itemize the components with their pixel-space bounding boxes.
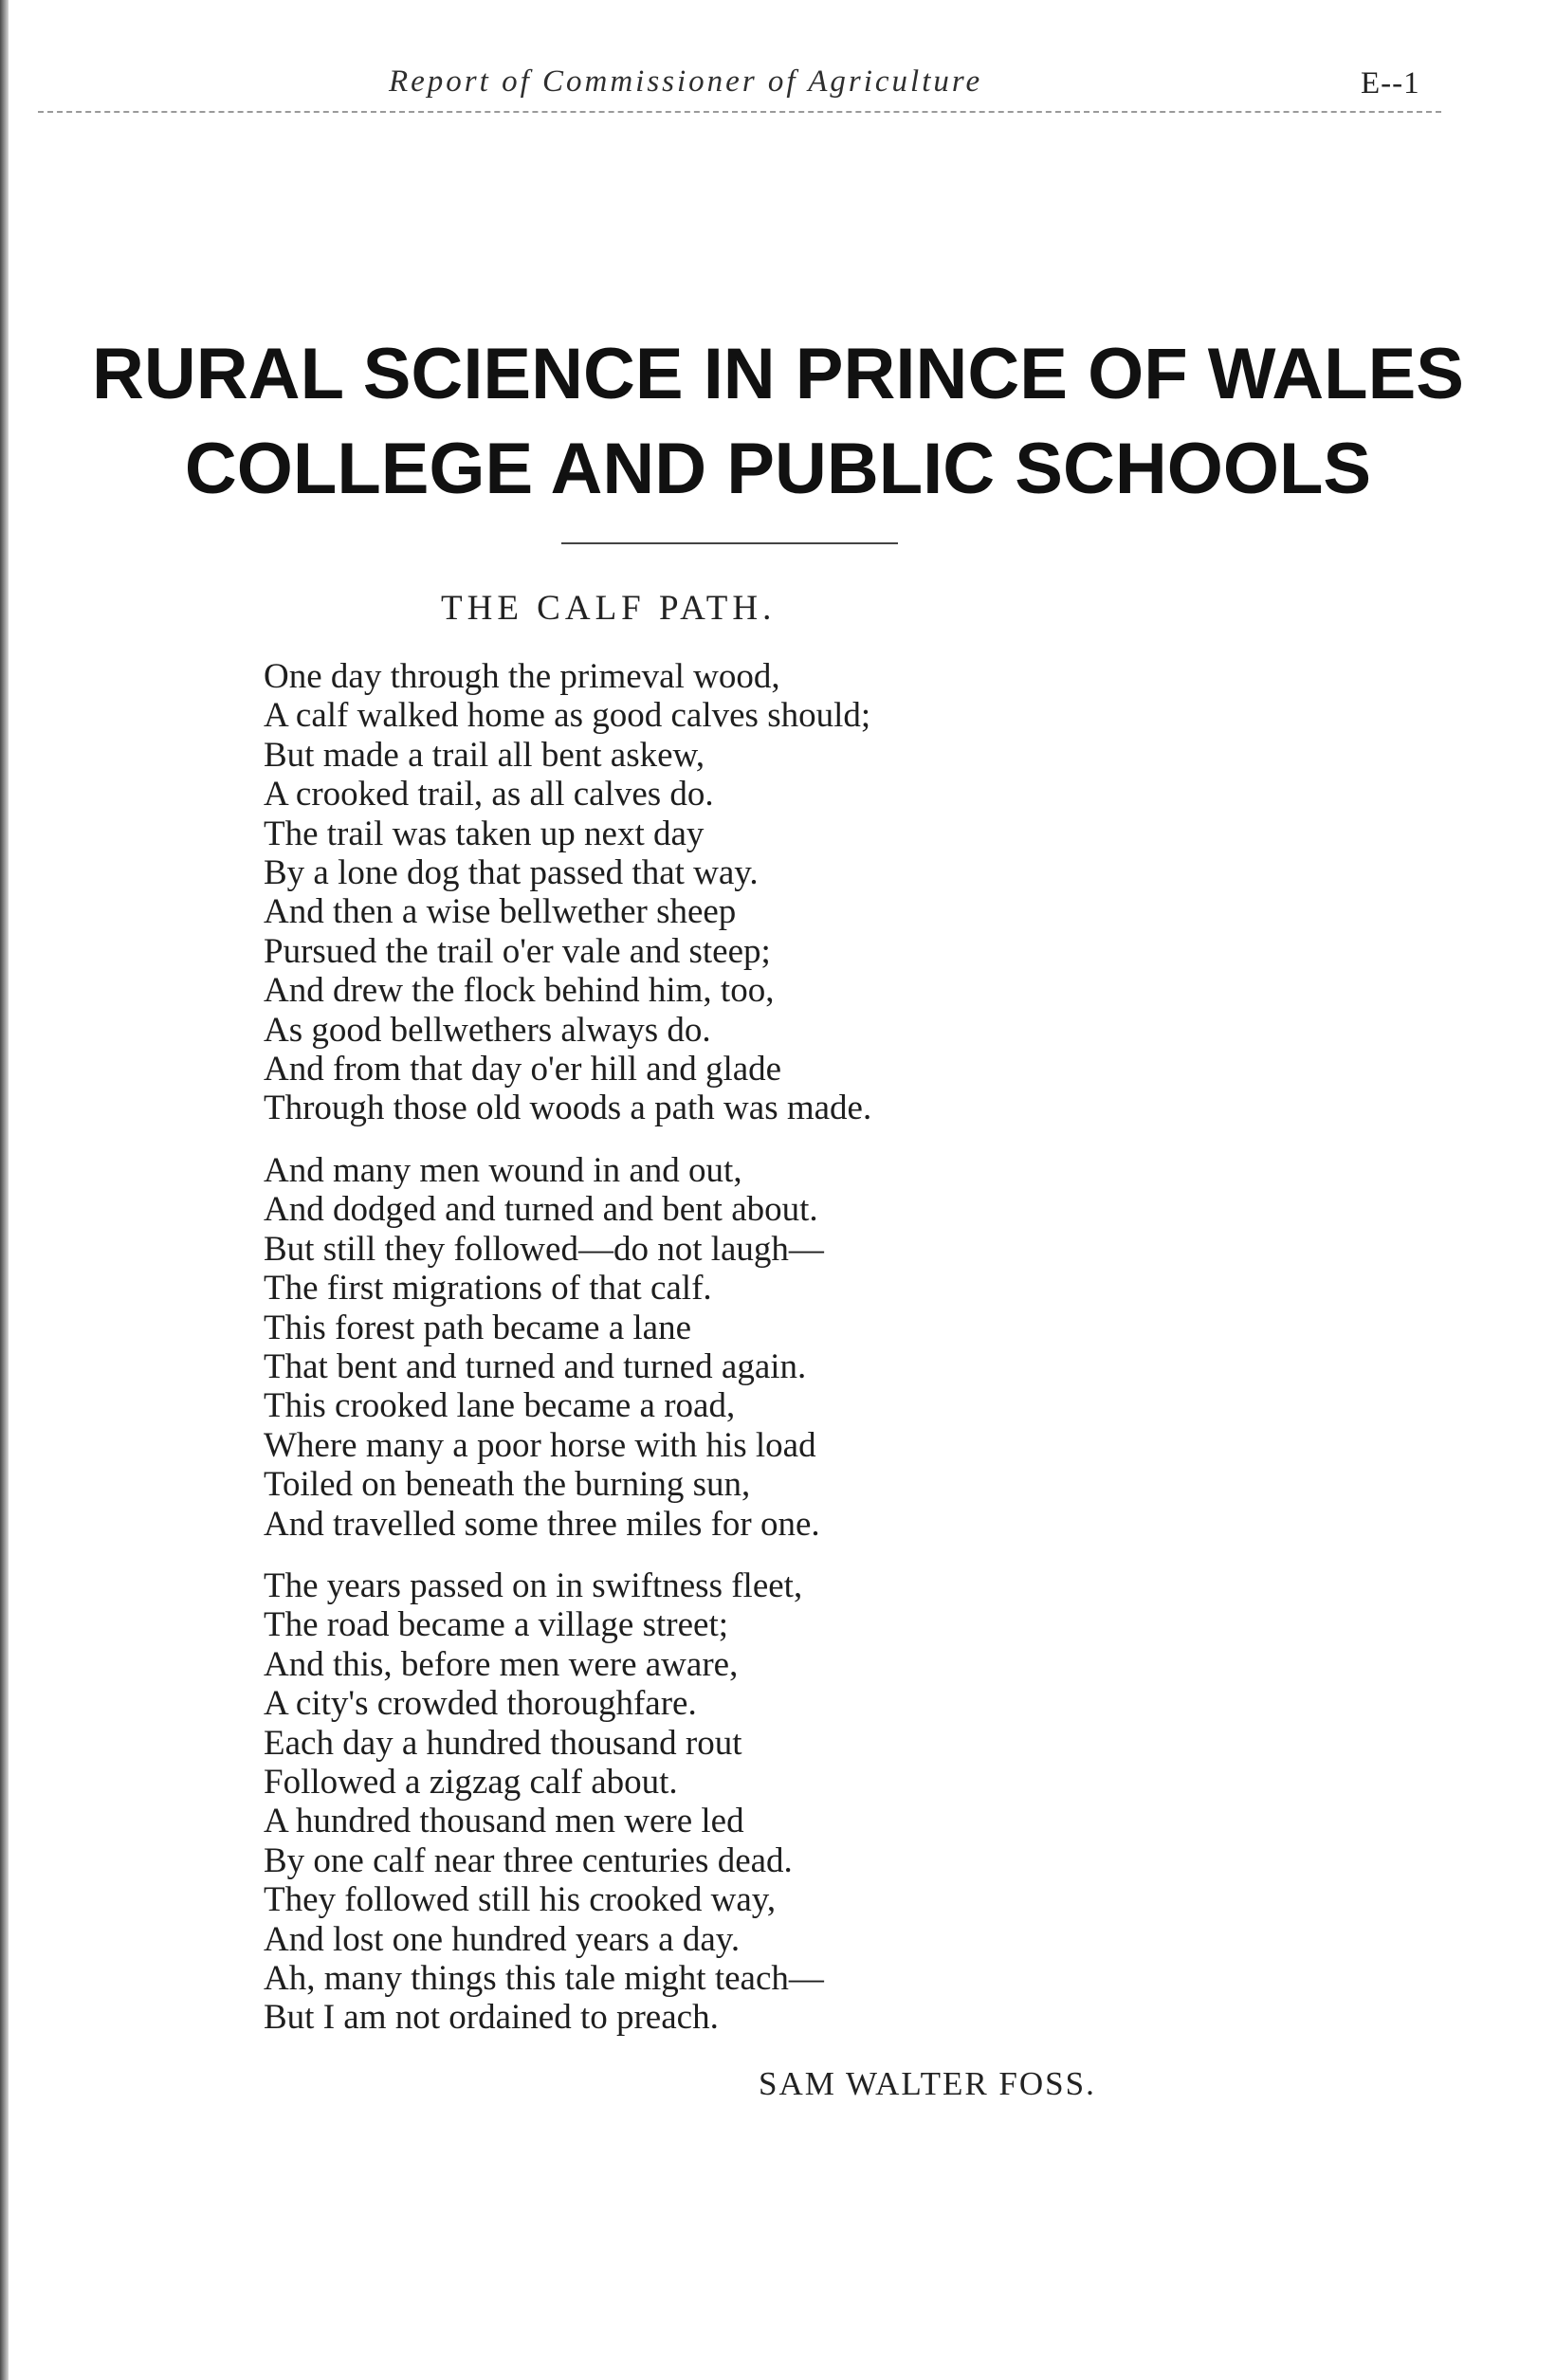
poem-author: SAM WALTER FOSS. [759,2065,1096,2102]
poem-body [264,657,1307,2060]
poem-line: And then a wise bellwether sheep [264,892,737,932]
poem-line: A calf walked home as good calves should; [264,696,871,736]
poem-line: The road became a village street; [264,1605,728,1645]
poem-line: But I am not ordained to preach. [264,1998,719,2038]
poem-line: This crooked lane became a road, [264,1386,736,1426]
poem-line: And from that day o'er hill and glade [264,1050,782,1089]
poem-line: And dodged and turned and bent about. [264,1190,818,1230]
page-number: E--1 [1361,66,1420,101]
poem-line: Followed a zigzag calf about. [264,1762,678,1802]
poem-line: And drew the flock behind him, too, [264,971,775,1011]
poem-line: Through those old woods a path was made. [264,1089,872,1128]
page-title-line-2: COLLEGE AND PUBLIC SCHOOLS [184,429,1372,509]
poem-line: The first migrations of that calf. [264,1269,712,1309]
poem-line: A crooked trail, as all calves do. [264,775,714,815]
poem-stanza-1 [264,657,1307,1128]
page-title [0,327,1556,517]
poem-line: This forest path became a lane [264,1308,691,1347]
poem-line: And many men wound in and out, [264,1150,742,1190]
poem-line: And lost one hundred years a day. [264,1919,741,1959]
poem-line: As good bellwethers always do. [264,1010,711,1050]
poem-stanza-2 [264,1151,1307,1544]
poem-line: They followed still his crooked way, [264,1880,777,1920]
poem-line: Ah, many things this tale might teach— [264,1959,824,1998]
poem-line: The trail was taken up next day [264,814,705,853]
page-title-line-1: RURAL SCIENCE IN PRINCE OF WALES [92,334,1464,414]
poem-line: And travelled some three miles for one. [264,1504,820,1544]
running-head-title: Report of Commissioner of Agriculture [389,64,983,99]
poem-line: Pursued the trail o'er vale and steep; [264,931,771,971]
poem-title: THE CALF PATH. [441,589,777,628]
poem-line: Toiled on beneath the burning sun, [264,1465,751,1505]
poem-line: And this, before men were aware, [264,1644,739,1684]
running-head-rule [38,111,1441,113]
poem-line: Each day a hundred thousand rout [264,1723,742,1763]
poem-line: But still they followed—do not laugh— [264,1229,824,1269]
poem-stanza-3 [264,1566,1307,2038]
running-head [38,59,1460,116]
poem-line: The years passed on in swiftness fleet, [264,1565,803,1605]
poem-line: One day through the primeval wood, [264,657,780,696]
poem-line: That bent and turned and turned again. [264,1346,807,1386]
poem-line: A city's crowded thoroughfare. [264,1684,697,1724]
poem-line: By a lone dog that passed that way. [264,853,759,893]
poem-line: A hundred thousand men were led [264,1802,744,1841]
poem-line: But made a trail all bent askew, [264,735,705,775]
poem-line: By one calf near three centuries dead. [264,1840,793,1880]
title-divider [561,542,898,544]
poem-line: Where many a poor horse with his load [264,1425,816,1465]
